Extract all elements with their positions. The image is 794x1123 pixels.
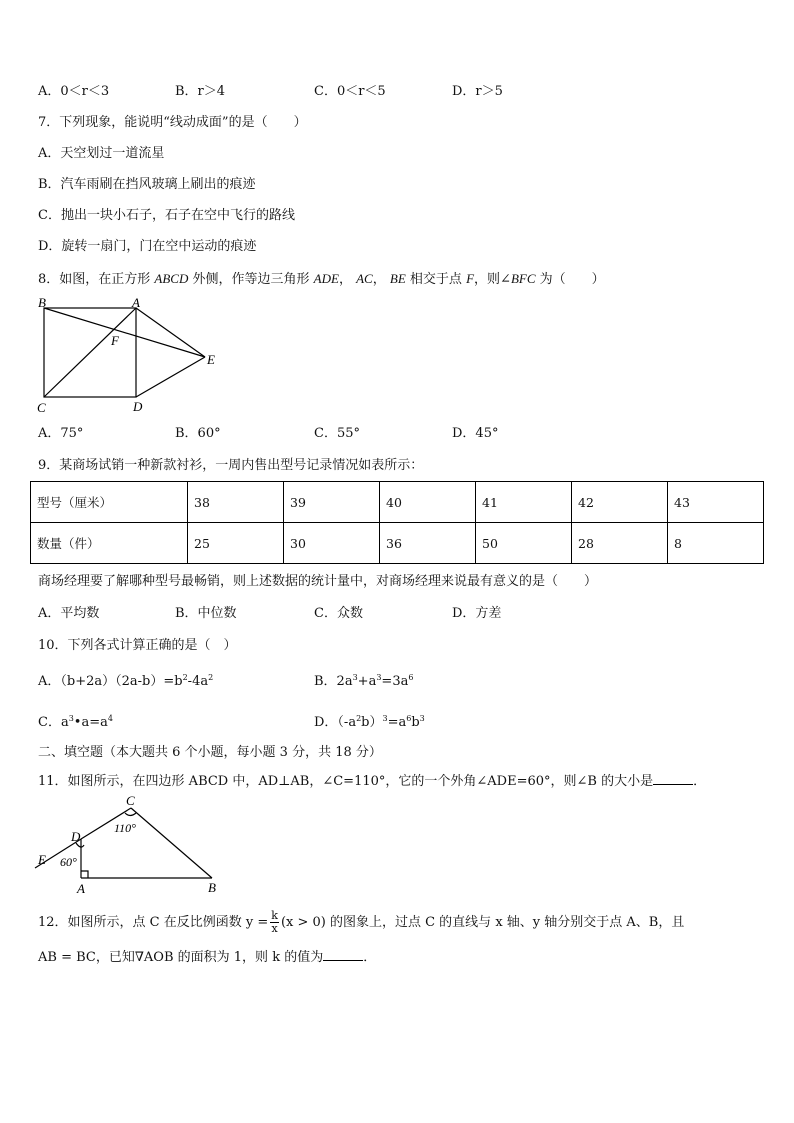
- q8-option-a: A．75°: [38, 426, 84, 441]
- q9-option-d: D．方差: [452, 606, 502, 621]
- q10-option-d: D．$(-a^2b)^3=a^6b^3$: [314, 714, 425, 730]
- section-fill-in-heading: 二、填空题（本大题共 6 个小题，每小题 3 分，共 18 分）: [38, 745, 382, 760]
- q8-figure: [30, 294, 230, 416]
- q11-stem: 11．如图所示，在四边形 ABCD 中，AD⊥AB，∠C=110°，它的一个外角∠ADE=60°，则∠B 的大小是 ．: [38, 774, 707, 789]
- q9-option-c: C．众数: [314, 606, 363, 621]
- q8-option-c: C．55°: [314, 426, 360, 441]
- size-sales-table: [30, 481, 764, 564]
- q9-stem: 9．某商场试销一种新款衬衫，一周内售出型号记录情况如表所示：: [38, 458, 424, 473]
- angle-d-value: 60°: [60, 855, 77, 869]
- q9-option-a: A．平均数: [38, 606, 100, 621]
- side-cb: [131, 808, 212, 878]
- label-a: A: [132, 295, 140, 310]
- q7-stem: 7．下列现象，能说明“线动成面”的是（ ）: [38, 115, 307, 130]
- label-b: B: [38, 295, 46, 310]
- label-d: D: [71, 829, 81, 844]
- q7-option-c: C．抛出一块小石子，石子在空中飞行的路线: [38, 208, 295, 223]
- diagonal-ac: [44, 308, 136, 397]
- fraction-k-over-x: $\frac{k}{x}$: [271, 909, 278, 935]
- q6-option-a: A．0＜r＜3: [38, 84, 110, 99]
- q10-option-a: A．$(b+2a)(2a-b)=b^2-4a^2$: [38, 673, 214, 689]
- q10-option-c: C．$a^3•a=a^4$: [38, 714, 113, 730]
- table-row-quantity: [31, 523, 764, 564]
- angle-arc-c: [125, 813, 136, 816]
- table-cell: 41: [476, 482, 572, 523]
- answer-blank: [653, 772, 693, 785]
- answer-blank: [323, 948, 363, 961]
- table-cell: 28: [572, 523, 668, 564]
- q9-option-b: B．中位数: [175, 606, 237, 621]
- q10-stem: 10．下列各式计算正确的是（ ）: [38, 638, 237, 653]
- q6-option-c: C．0＜r＜5: [314, 84, 386, 99]
- table-cell: 25: [188, 523, 284, 564]
- q8-option-b: B．60°: [175, 426, 221, 441]
- table-cell: 36: [380, 523, 476, 564]
- label-a: A: [77, 881, 85, 896]
- table-cell: 39: [284, 482, 380, 523]
- q10-option-b: B．$2a^3+a^3=3a^6$: [314, 673, 414, 689]
- angle-c-value: 110°: [114, 821, 136, 835]
- table-cell: 40: [380, 482, 476, 523]
- q6-option-d: D．r＞5: [452, 84, 503, 99]
- table-cell: 8: [668, 523, 764, 564]
- label-c: C: [37, 400, 46, 415]
- segment-ae: [136, 308, 205, 357]
- table-cell: 50: [476, 523, 572, 564]
- table-header-quantity: 数量（件）: [31, 523, 188, 564]
- table-header-size: 型号（厘米）: [31, 482, 188, 523]
- q8-option-d: D．45°: [452, 426, 499, 441]
- table-cell: 30: [284, 523, 380, 564]
- label-e: E: [207, 352, 215, 367]
- table-row-sizes: [31, 482, 764, 523]
- label-d: D: [133, 399, 143, 414]
- label-c: C: [126, 793, 135, 808]
- label-b: B: [208, 880, 216, 895]
- q9-question: 商场经理要了解哪种型号最畅销，则上述数据的统计量中，对商场经理来说最有意义的是（ ）: [38, 574, 598, 589]
- q7-option-d: D．旋转一扇门，门在空中运动的痕迹: [38, 239, 257, 254]
- segment-de: [136, 357, 205, 397]
- table-cell: 42: [572, 482, 668, 523]
- table-cell: 38: [188, 482, 284, 523]
- q11-figure: [32, 790, 232, 898]
- q12-line2: AB = BC，已知∇AOB 的面积为 1，则 k 的值为 ．: [38, 950, 377, 965]
- q12-line1: 12．如图所示，点 C 在反比例函数 y = $\frac{k}{x}$ (x > 0) 的图象上，过点 C 的直线与 x 轴、y 轴分别交于点 A、B，且: [38, 909, 685, 935]
- q6-option-b: B．r＞4: [175, 84, 226, 99]
- table-cell: 43: [668, 482, 764, 523]
- q7-option-a: A．天空划过一道流星: [38, 146, 165, 161]
- q7-option-b: B．汽车雨刷在挡风玻璃上刷出的痕迹: [38, 177, 256, 192]
- right-angle-mark: [81, 871, 88, 878]
- segment-be: [44, 308, 205, 357]
- q8-stem: 8．如图，在正方形 ABCD 外侧，作等边三角形 ADE， AC， BE 相交于点 F，则∠BFC 为（ ）: [38, 271, 605, 287]
- label-e: E: [38, 852, 46, 867]
- triangle-symbol: ∇: [134, 950, 144, 965]
- label-f: F: [111, 333, 119, 348]
